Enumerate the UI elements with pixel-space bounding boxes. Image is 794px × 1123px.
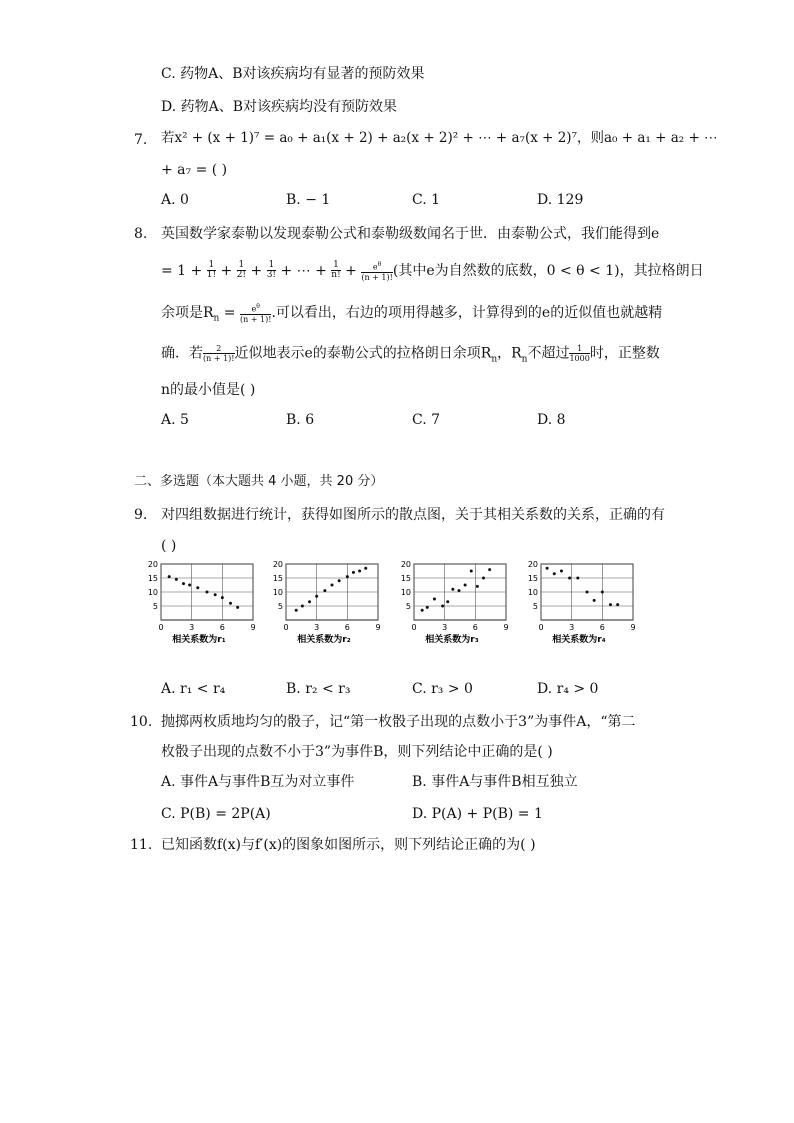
scatter-point <box>301 605 304 608</box>
y-tick-label: 15 <box>147 574 158 583</box>
scatter-plot-1 <box>145 558 260 644</box>
q8-option-b: B. 6 <box>286 412 315 428</box>
scatter-point <box>593 599 596 602</box>
scatter-point <box>295 609 298 612</box>
q10-option-c: C. P(B) = 2P(A) <box>161 806 271 822</box>
y-tick-label: 5 <box>405 602 411 611</box>
scatter-point <box>576 577 579 580</box>
x-tick-label: 3 <box>314 623 320 632</box>
scatter-point <box>546 567 549 570</box>
scatter-point <box>601 591 604 594</box>
scatter-point <box>586 591 589 594</box>
q8-option-d: D. 8 <box>537 412 566 428</box>
q10-option-d: D. P(A) + P(B) = 1 <box>412 806 543 822</box>
plot-caption: 相关系数为r₁ <box>172 635 226 645</box>
y-tick-label: 5 <box>152 602 158 611</box>
y-tick-label: 20 <box>147 560 158 569</box>
q9-option-b: B. r₂ < r₃ <box>286 681 351 697</box>
scatter-point <box>358 570 361 573</box>
scatter-point <box>323 589 326 592</box>
x-tick-label: 0 <box>158 623 164 632</box>
y-tick-label: 20 <box>272 560 283 569</box>
y-tick-label: 5 <box>532 602 538 611</box>
scatter-plot-3-svg <box>398 558 513 645</box>
q8-line5: n的最小值是( ) <box>161 382 256 398</box>
q7-number: 7. <box>134 132 148 148</box>
scatter-point <box>457 589 460 592</box>
y-tick-label: 10 <box>147 588 158 597</box>
q9-number: 9. <box>134 507 148 523</box>
q10-line2: 枚骰子出现的点数不小于3”为事件B，则下列结论中正确的是( ) <box>161 744 553 760</box>
scatter-point <box>346 575 349 578</box>
q8-line2-pre: = 1 + <box>161 262 207 279</box>
q8-line1: 英国数学家泰勒以发现泰勒公式和泰勒级数闻名于世．由泰勒公式，我们能得到e <box>161 226 660 242</box>
q9-option-a: A. r₁ < r₄ <box>161 681 226 697</box>
scatter-point <box>488 568 491 571</box>
scatter-point <box>196 586 199 589</box>
x-tick-label: 9 <box>503 623 509 632</box>
frac-e-theta: $\frac{e^\theta}{(n + 1)!}$ <box>361 261 393 282</box>
q8-line4-mid2: ，R <box>497 345 522 362</box>
x-tick-label: 6 <box>344 623 350 632</box>
q11-number: 11. <box>130 837 153 853</box>
q8-line4-post: 时，正整数 <box>589 345 660 362</box>
scatter-point <box>433 598 436 601</box>
scatter-point <box>446 600 449 603</box>
q8-line2: = 1 + $\frac{1}{1!}$ + $\frac{1}{2!}$ + $\frac{1}{3!}$ + ⋯ + $\frac{1}{n!}$ + $\frac{e^\theta}{(n + 1)!}$ (其中e为自然数的底数，0 < θ < 1)，其拉格朗日 <box>161 260 704 282</box>
q10-option-a: A. 事件A与事件B互为对立事件 <box>161 774 355 790</box>
scatter-point <box>470 570 473 573</box>
frac-2-n1: $\frac{2}{(n + 1)!}$ <box>203 344 235 363</box>
frac-1-n: $\frac{1}{n!}$ <box>331 260 341 281</box>
scatter-point <box>482 577 485 580</box>
q9-option-c: C. r₃ > 0 <box>412 681 473 697</box>
scatter-point <box>560 570 563 573</box>
q9-option-d: D. r₄ > 0 <box>537 681 599 697</box>
scatter-point <box>426 606 429 609</box>
q10-line1: 抛掷两枚质地均匀的骰子，记“第一枚骰子出现的点数小于3”为事件A，“第二 <box>161 714 636 730</box>
scatter-point <box>441 605 444 608</box>
plot-caption: 相关系数为r₃ <box>425 635 479 645</box>
x-tick-label: 0 <box>538 623 544 632</box>
plot-caption: 相关系数为r₄ <box>552 635 606 645</box>
section-title-multiple-choice: 二、多选题（本大题共 4 小题，共 20 分） <box>134 474 384 489</box>
q8-line3-post: .可以看出，右边的项用得越多，计算得到的e的近似值也就越精 <box>271 304 663 321</box>
scatter-plot-2-svg <box>270 558 385 645</box>
q10-number: 10. <box>130 714 153 730</box>
scatter-point <box>421 609 424 612</box>
scatter-point <box>476 585 479 588</box>
q8-number: 8. <box>134 226 148 242</box>
scatter-point <box>221 596 224 599</box>
q8-line4-pre: 确．若 <box>161 345 203 362</box>
q8-line2-post: (其中e为自然数的底数，0 < θ < 1)，其拉格朗日 <box>392 262 704 279</box>
q11-line1: 已知函数f(x)与f′(x)的图象如图所示，则下列结论正确的为( ) <box>161 837 536 853</box>
x-tick-label: 3 <box>569 623 575 632</box>
scatter-plot-2 <box>270 558 385 644</box>
scatter-point <box>364 567 367 570</box>
q8-line4-mid: 近似地表示e的泰勒公式的拉格朗日余项R <box>234 345 492 362</box>
scatter-point <box>331 584 334 587</box>
x-tick-label: 0 <box>411 623 417 632</box>
x-tick-label: 9 <box>250 623 256 632</box>
x-tick-label: 6 <box>599 623 605 632</box>
scatter-point <box>214 593 217 596</box>
plot-caption: 相关系数为r₂ <box>297 635 351 645</box>
scatter-plot-4-svg <box>525 558 640 645</box>
x-tick-label: 3 <box>442 623 448 632</box>
scatter-point <box>609 603 612 606</box>
q10-option-b: B. 事件A与事件B相互独立 <box>412 774 578 790</box>
frac-remainder: $\frac{e^\theta}{(n + 1)!}$ <box>239 303 272 324</box>
scatter-point <box>464 584 467 587</box>
scatter-point <box>338 579 341 582</box>
scatter-point <box>568 577 571 580</box>
y-tick-label: 5 <box>277 602 283 611</box>
x-tick-label: 0 <box>283 623 289 632</box>
scatter-point <box>188 584 191 587</box>
scatter-point <box>206 591 209 594</box>
y-tick-label: 20 <box>400 560 411 569</box>
frac-1-1: $\frac{1}{1!}$ <box>206 260 217 281</box>
y-tick-label: 15 <box>527 574 538 583</box>
scatter-point <box>182 582 185 585</box>
frac-1-3: $\frac{1}{3!}$ <box>266 260 277 281</box>
scatter-point <box>352 571 355 574</box>
frac-1-2: $\frac{1}{2!}$ <box>236 260 247 281</box>
q9-line2: ( ) <box>161 538 177 554</box>
scatter-point <box>236 606 239 609</box>
x-tick-label: 9 <box>375 623 381 632</box>
scatter-point <box>308 600 311 603</box>
y-tick-label: 10 <box>527 588 538 597</box>
scatter-point <box>315 595 318 598</box>
q7-option-a: A. 0 <box>161 192 189 208</box>
frac-1-1000: $\frac{1}{1000}$ <box>569 344 590 363</box>
y-tick-label: 10 <box>400 588 411 597</box>
q7-option-d: D. 129 <box>537 192 584 208</box>
q9-line1: 对四组数据进行统计，获得如图所示的散点图，关于其相关系数的关系，正确的有 <box>161 507 665 523</box>
scatter-point <box>175 578 178 581</box>
scatter-point <box>451 588 454 591</box>
scatter-point <box>229 602 232 605</box>
q8-option-a: A. 5 <box>161 412 189 428</box>
q7-option-c: C. 1 <box>412 192 441 208</box>
y-tick-label: 15 <box>272 574 283 583</box>
x-tick-label: 6 <box>472 623 478 632</box>
q6-option-c: C. 药物A、B对该疾病均有显著的预防效果 <box>161 66 425 82</box>
q6-option-d: D. 药物A、B对该疾病均没有预防效果 <box>161 99 398 115</box>
x-tick-label: 9 <box>630 623 636 632</box>
y-tick-label: 15 <box>400 574 411 583</box>
scatter-plot-3 <box>398 558 513 644</box>
scatter-point <box>168 575 171 578</box>
q8-line3-pre: 余项是R <box>161 304 214 321</box>
scatter-point <box>616 603 619 606</box>
x-tick-label: 6 <box>219 623 225 632</box>
y-tick-label: 20 <box>527 560 538 569</box>
scatter-plot-4 <box>525 558 640 644</box>
q7-option-b: B. − 1 <box>286 192 331 208</box>
q7-stem-line1: 若x² + (x + 1)⁷ = a₀ + a₁(x + 2) + a₂(x + 2)² + ⋯ + a₇(x + 2)⁷，则a₀ + a₁ + a₂ + ⋯ <box>161 130 718 146</box>
scatter-plot-1-svg <box>145 558 260 645</box>
y-tick-label: 10 <box>272 588 283 597</box>
q8-option-c: C. 7 <box>412 412 441 428</box>
q8-line4: 确．若 $\frac{2}{(n + 1)!}$ 近似地表示e的泰勒公式的拉格朗日余项$R_n$，$R_n$不超过 $\frac{1}{1000}$ 时，正整数 <box>161 344 660 365</box>
q8-line4-mid3: 不超过 <box>527 345 570 362</box>
x-tick-label: 3 <box>189 623 195 632</box>
q8-line3: 余项是$R_n$ = $\frac{e^\theta}{(n + 1)!}$ .可以看出，右边的项用得越多，计算得到的e的近似值也就越精 <box>161 303 663 324</box>
q7-stem-line2: + a₇ = ( ) <box>161 162 228 178</box>
scatter-point <box>553 572 556 575</box>
